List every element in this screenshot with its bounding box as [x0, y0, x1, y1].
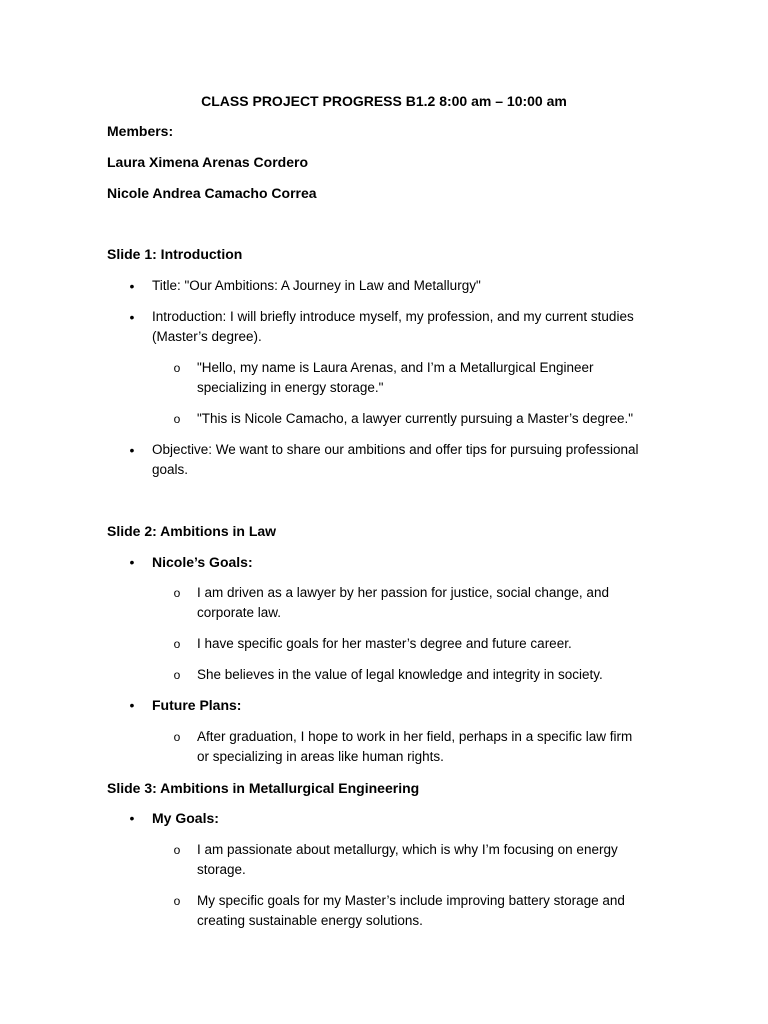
sub-bullet-icon: o — [173, 894, 181, 908]
slide2-plan1: After graduation, I hope to work in her field, perhaps in a specific law firm — [197, 729, 633, 744]
slide2-goal2: I have specific goals for her master’s degree and future career. — [197, 636, 572, 651]
slide2-heading: Slide 2: Ambitions in Law — [107, 523, 277, 539]
document-title: CLASS PROJECT PROGRESS B1.2 8:00 am – 10:00 am — [201, 93, 567, 109]
slide1-quote1-cont: specializing in energy storage." — [197, 380, 384, 395]
slide2-goal1: I am driven as a lawyer by her passion for justice, social change, and — [197, 585, 609, 600]
sub-bullet-icon: o — [173, 586, 181, 600]
member-name: Nicole Andrea Camacho Correa — [107, 185, 317, 201]
bullet-icon: • — [129, 810, 135, 826]
sub-bullet-icon: o — [173, 843, 181, 857]
slide1-title-item: Title: "Our Ambitions: A Journey in Law and Metallurgy" — [152, 278, 481, 293]
slide1-quote2: "This is Nicole Camacho, a lawyer currently pursuing a Master’s degree." — [197, 411, 634, 426]
bullet-icon: • — [129, 278, 135, 294]
slide3-heading: Slide 3: Ambitions in Metallurgical Engineering — [107, 780, 420, 796]
slide1-objective-item-cont: goals. — [152, 462, 189, 477]
sub-bullet-icon: o — [173, 668, 181, 682]
bullet-icon: • — [129, 309, 135, 325]
member-name: Laura Ximena Arenas Cordero — [107, 154, 308, 170]
sub-bullet-icon: o — [173, 412, 181, 426]
members-label: Members: — [107, 123, 174, 139]
bullet-icon: • — [129, 697, 135, 713]
sub-bullet-icon: o — [173, 361, 181, 375]
slide3-goal2: My specific goals for my Master’s include improving battery storage and — [197, 893, 625, 908]
slide1-intro-item: Introduction: I will briefly introduce myself, my profession, and my current studies — [152, 309, 634, 324]
slide1-intro-item-cont: (Master’s degree). — [152, 329, 262, 344]
slide3-goal2-cont: creating sustainable energy solutions. — [197, 913, 423, 928]
slide2-goal3: She believes in the value of legal knowledge and integrity in society. — [197, 667, 603, 682]
bullet-icon: • — [129, 554, 135, 570]
slide1-objective-item: Objective: We want to share our ambitions and offer tips for pursuing professional — [152, 442, 639, 457]
slide2-goals-label: Nicole’s Goals: — [152, 554, 253, 570]
slide3-goals-label: My Goals: — [152, 810, 219, 826]
slide2-plan1-cont: or specializing in areas like human rights. — [197, 749, 444, 764]
sub-bullet-icon: o — [173, 730, 181, 744]
slide1-quote1: "Hello, my name is Laura Arenas, and I’m a Metallurgical Engineer — [197, 360, 594, 375]
slide2-goal1-cont: corporate law. — [197, 605, 282, 620]
slide2-plans-label: Future Plans: — [152, 697, 242, 713]
slide1-heading: Slide 1: Introduction — [107, 246, 243, 262]
slide3-goal1: I am passionate about metallurgy, which is why I’m focusing on energy — [197, 842, 618, 857]
sub-bullet-icon: o — [173, 637, 181, 651]
slide3-goal1-cont: storage. — [197, 862, 246, 877]
bullet-icon: • — [129, 442, 135, 458]
